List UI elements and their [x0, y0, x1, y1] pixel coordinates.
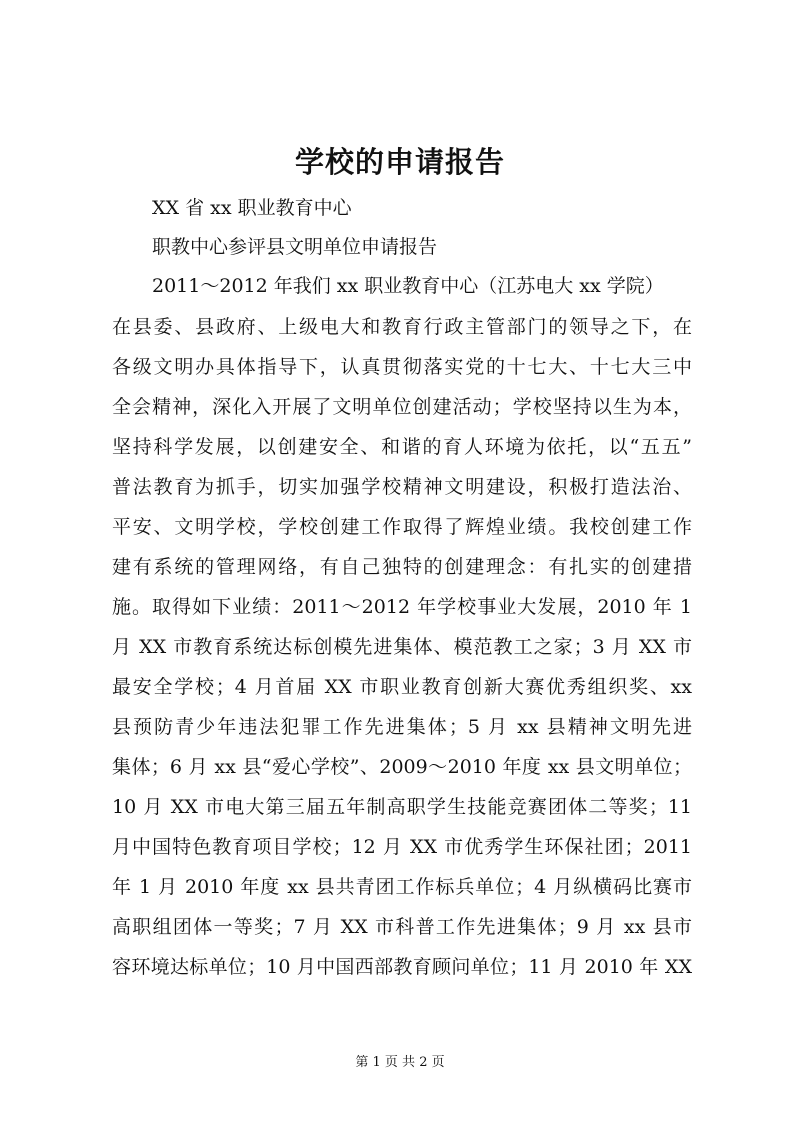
recipient-line: XX 省 xx 职业教育中心 [152, 197, 352, 219]
body-first-line: 2011～2012 年我们 xx 职业教育中心（江苏电大 xx 学院） [152, 275, 664, 297]
page-footer: 第 1 页 共 2 页 [355, 1055, 445, 1070]
body-line: 高职组团体一等奖；7 月 XX 市科普工作先进集体；9 月 xx 县市 [112, 916, 692, 938]
body-line: 10 月 XX 市电大第三届五年制高职学生技能竞赛团体二等奖；11 [112, 796, 692, 818]
body-line: 最安全学校；4 月首届 XX 市职业教育创新大赛优秀组织奖、xx [112, 676, 692, 698]
body-line: 坚持科学发展，以创建安全、和谐的育人环境为依托，以“五五” [112, 436, 692, 458]
body-line: 容环境达标单位；10 月中国西部教育顾问单位；11 月 2010 年 XX [112, 956, 692, 978]
body-line: 普法教育为抓手，切实加强学校精神文明建设，积极打造法治、 [112, 476, 692, 498]
body-line: 集体；6 月 xx 县“爱心学校”、2009～2010 年度 xx 县文明单位； [112, 756, 692, 778]
body-line: 各级文明办具体指导下，认真贯彻落实党的十七大、十七大三中 [112, 356, 692, 378]
body-line: 全会精神，深化入开展了文明单位创建活动；学校坚持以生为本， [112, 396, 692, 418]
body-line: 在县委、县政府、上级电大和教育行政主管部门的领导之下，在 [112, 316, 692, 338]
body-line: 平安、文明学校，学校创建工作取得了辉煌业绩。我校创建工作 [112, 516, 692, 538]
body-line: 年 1 月 2010 年度 xx 县共青团工作标兵单位；4 月纵横码比赛市 [112, 876, 692, 898]
body-line: 县预防青少年违法犯罪工作先进集体；5 月 xx 县精神文明先进 [112, 716, 692, 738]
body-line: 月中国特色教育项目学校；12 月 XX 市优秀学生环保社团；2011 [112, 836, 692, 858]
body-line: 建有系统的管理网络，有自己独特的创建理念：有扎实的创建措 [112, 556, 692, 578]
body-line: 月 XX 市教育系统达标创模先进集体、模范教工之家；3 月 XX 市 [112, 636, 692, 658]
subject-line: 职教中心参评县文明单位申请报告 [152, 236, 438, 258]
document-title: 学校的申请报告 [294, 145, 505, 179]
body-line: 施。取得如下业绩：2011～2012 年学校事业大发展，2010 年 1 [112, 596, 692, 618]
